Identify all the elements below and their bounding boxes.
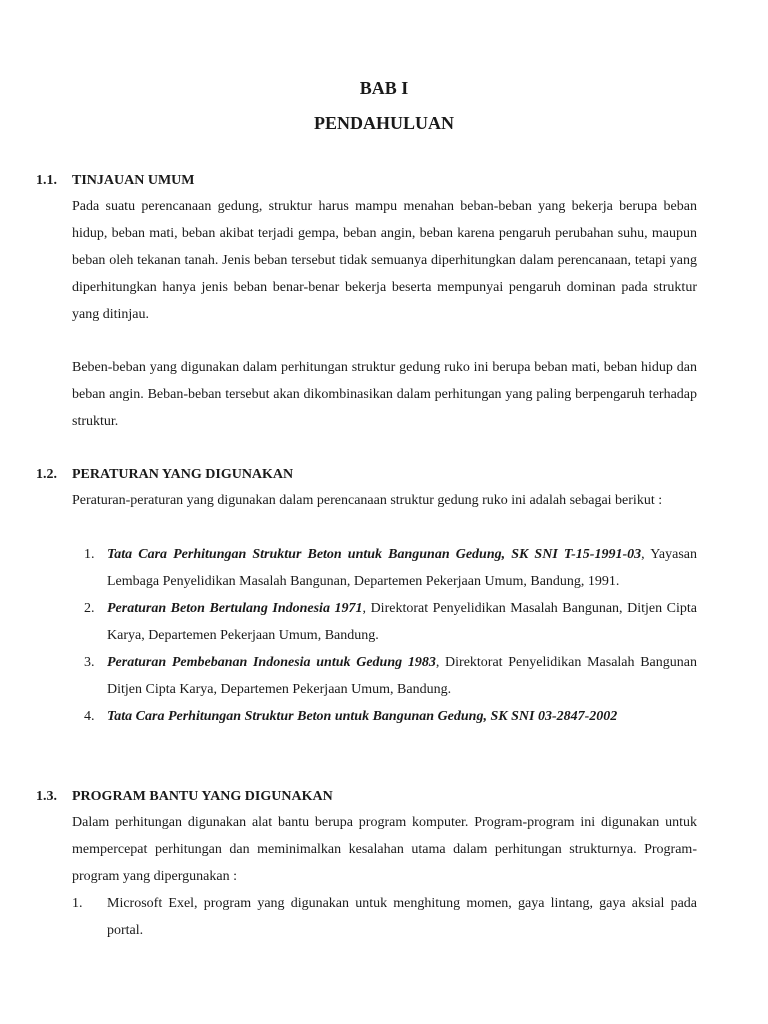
list-item	[72, 703, 697, 730]
regulation-detail: , Yayasan Lembaga Penyelidikan Masalah Bangunan, Departemen Pekerjaan Umum, Bandung, 1991.	[107, 547, 697, 589]
paragraph-peraturan-intro: Peraturan-peraturan yang digunakan dalam perencanaan struktur gedung ruko ini adalah sebagai berikut :	[72, 493, 663, 508]
list-number: 4.	[84, 709, 95, 724]
section-heading-1-3	[36, 788, 333, 806]
regulation-list	[72, 541, 697, 730]
program-detail: Microsoft Exel, program yang digunakan untuk menghitung momen, gaya lintang, gaya aksial pada portal.	[107, 896, 697, 938]
regulation-title: Peraturan Pembebanan Indonesia untuk Gedung 1983	[107, 655, 436, 670]
section-title: PROGRAM BANTU YANG DIGUNAKAN	[72, 789, 333, 804]
regulation-title: Peraturan Beton Bertulang Indonesia 1971	[107, 601, 363, 616]
chapter-title: PENDAHULUAN	[313, 113, 454, 133]
paragraph-tinjauan-2: Beben-beban yang digunakan dalam perhitungan struktur gedung ruko ini berupa beban mati, beban hidup dan beban angin. Beban-beban tersebut akan dikombinasikan dalam perhitungan yang paling berpengaruh terhadap struktur.	[72, 360, 697, 429]
list-item	[72, 649, 697, 703]
section-title: TINJAUAN UMUM	[72, 173, 195, 188]
list-number: 1.	[84, 547, 95, 562]
regulation-title: Tata Cara Perhitungan Struktur Beton untuk Bangunan Gedung, SK SNI 03-2847-2002	[107, 709, 618, 724]
list-number: 2.	[84, 601, 95, 616]
paragraph-tinjauan-1: Pada suatu perencanaan gedung, struktur harus mampu menahan beban-beban yang bekerja berupa beban hidup, beban mati, beban akibat terjadi gempa, beban angin, beban karena pengaruh perubahan suhu, maupun beban oleh tekanan tanah. Jenis beban tersebut tidak semuanya diperhitungkan dalam perencanaan, tetapi yang diperhitungkan hanya jenis beban benar-benar bekerja beserta mempunyai pengaruh dominan pada struktur yang ditinjau.	[72, 199, 697, 322]
list-item	[72, 890, 697, 944]
section-number: 1.2.	[36, 467, 57, 482]
section-number: 1.3.	[36, 789, 57, 804]
list-item	[72, 541, 697, 595]
paragraph-program-intro: Dalam perhitungan digunakan alat bantu berupa program komputer. Program-program ini digunakan untuk mempercepat perhitungan dan meminimalkan kesalahan utama dalam perhitungan strukturnya. Program-program yang dipergunakan :	[72, 815, 697, 884]
list-number: 1.	[72, 896, 83, 911]
section-heading-1-2	[36, 466, 293, 484]
regulation-detail: , Direktorat Penyelidikan Masalah Bangunan Ditjen Cipta Karya, Departemen Pekerjaan Umum, Bandung.	[107, 655, 697, 697]
section-number: 1.1.	[36, 173, 57, 188]
regulation-detail: , Direktorat Penyelidikan Masalah Bangunan, Ditjen Cipta Karya, Departemen Pekerjaan Umum, Bandung.	[107, 601, 697, 643]
chapter-number: BAB I	[359, 78, 409, 98]
regulation-title: Tata Cara Perhitungan Struktur Beton untuk Bangunan Gedung, SK SNI T-15-1991-03	[107, 547, 642, 562]
section-title: PERATURAN YANG DIGUNAKAN	[72, 467, 294, 482]
program-list	[72, 890, 697, 944]
list-item	[72, 595, 697, 649]
section-heading-1-1	[36, 172, 195, 190]
list-number: 3.	[84, 655, 95, 670]
